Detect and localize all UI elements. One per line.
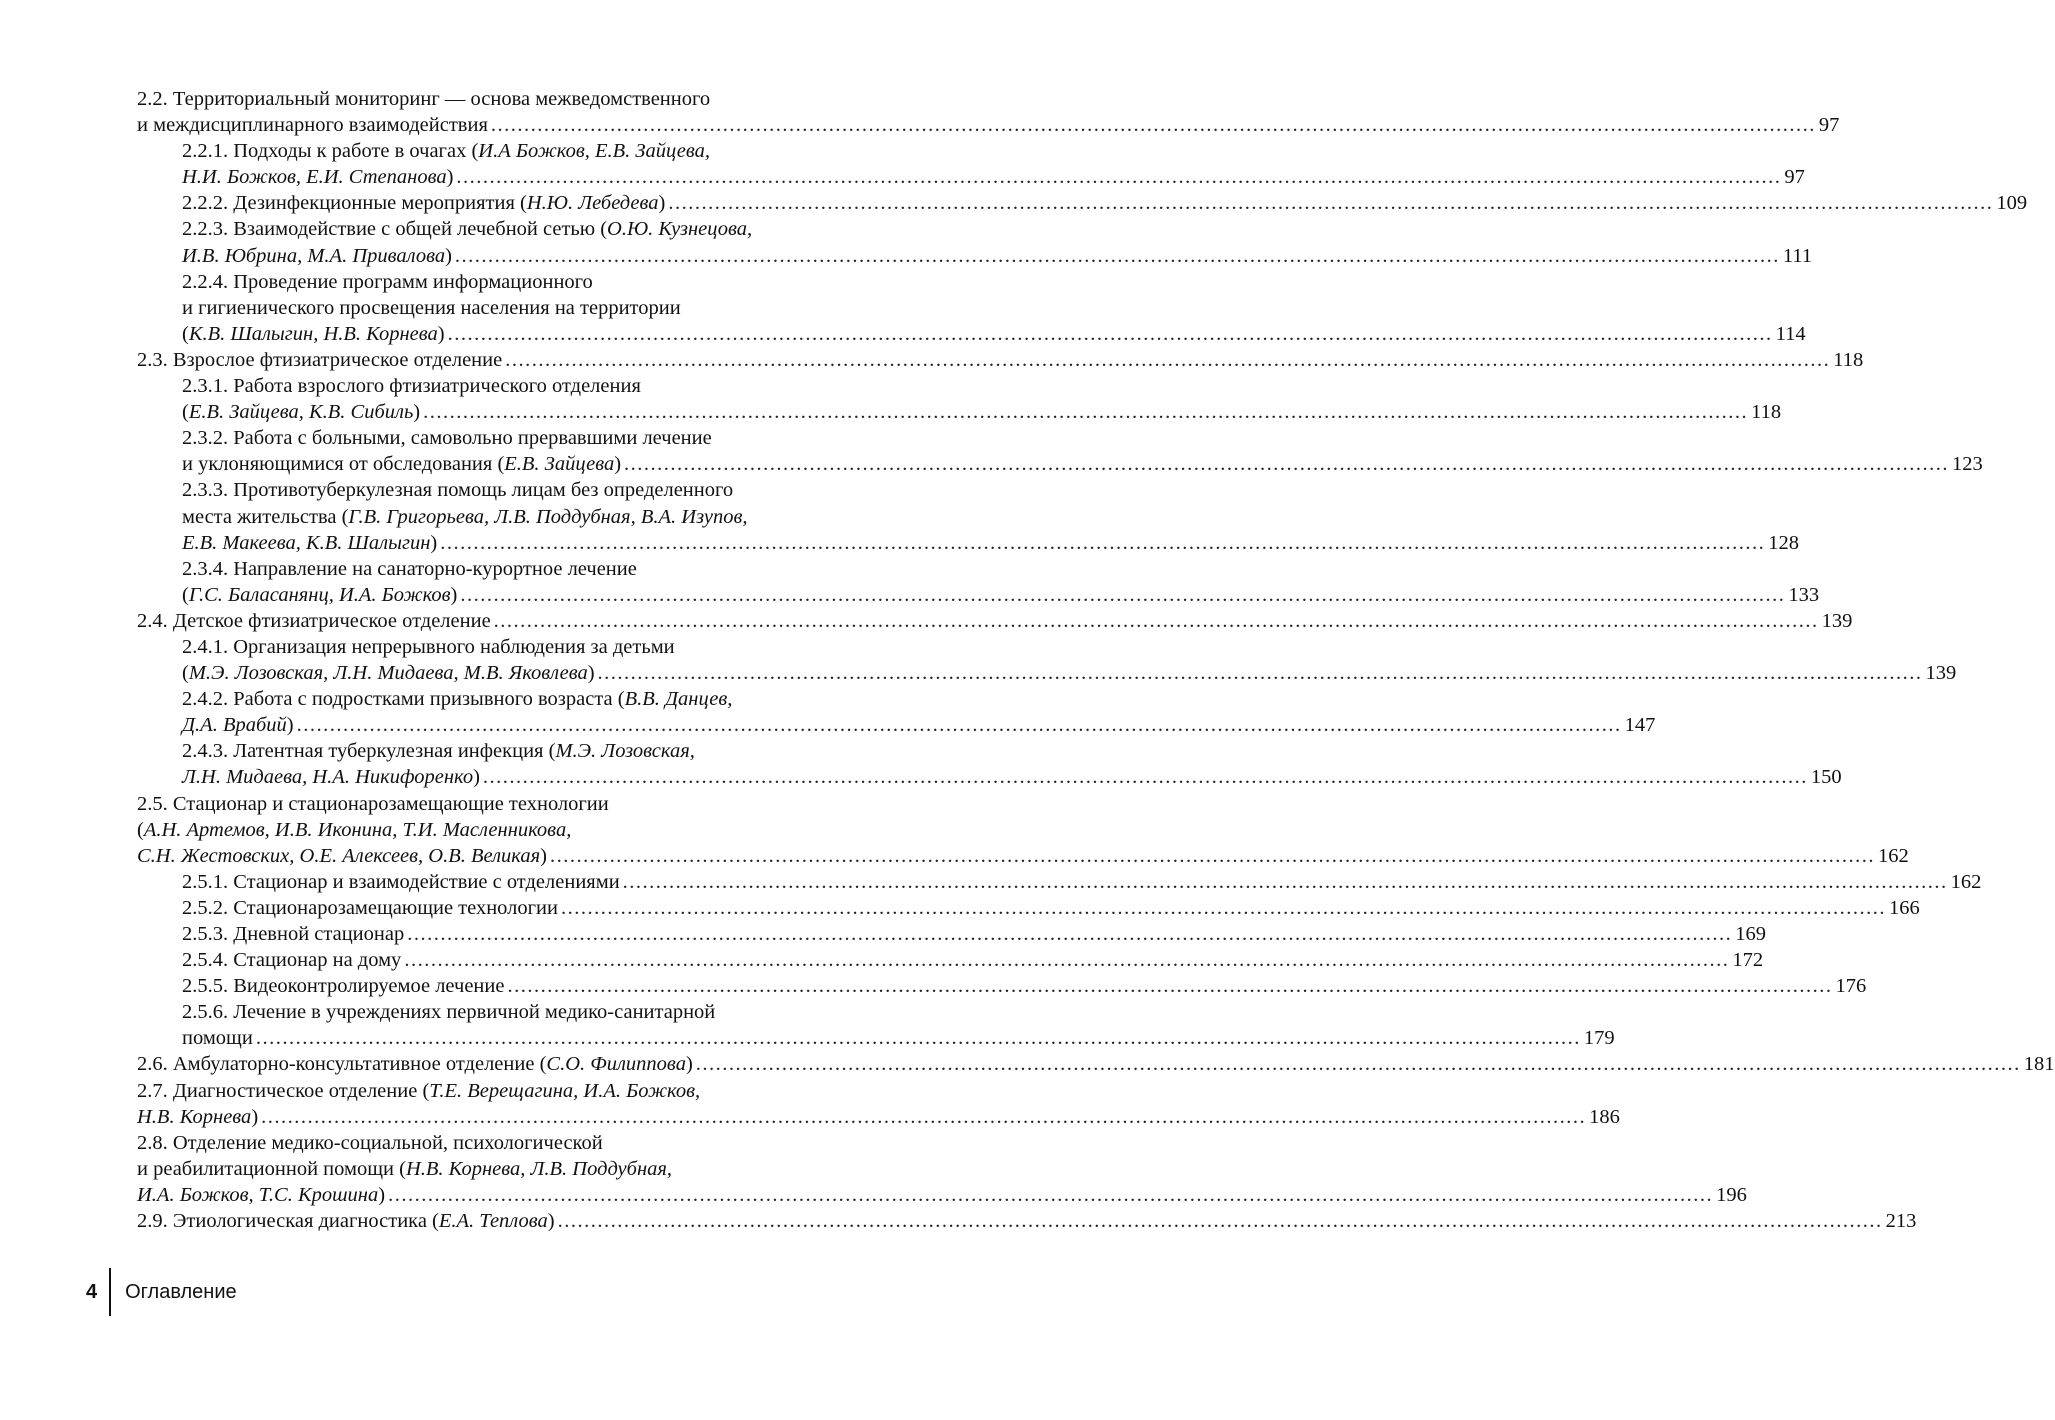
toc-leader-dots: ........................................................................................................................................................................................................	[493, 609, 1819, 632]
toc-entry-text: 2.3.2. Работа с больными, самовольно прервавшими лечение	[182, 427, 712, 450]
toc-entry-last-line	[182, 869, 1982, 895]
toc-page-number: 162	[1950, 870, 1982, 893]
toc-entry-last-line	[137, 347, 1864, 373]
toc-entry-title	[182, 582, 457, 608]
toc-entry-title	[137, 1158, 672, 1180]
toc-page-number: 123	[1952, 453, 1983, 476]
toc-entry-text: )	[540, 844, 547, 867]
toc-leader-dots: ........................................................................................................................................................................................................	[505, 348, 1831, 371]
toc-entry-text: 2.3.1. Работа взрослого фтизиатрического отделения	[182, 375, 641, 398]
toc-entry-text: места жительства (	[182, 505, 349, 528]
toc-entry-last-line	[182, 973, 1867, 999]
toc-entry[interactable]	[137, 686, 1656, 738]
toc-entry-authors: И.А Божков, Е.В. Зайцева,	[478, 140, 711, 163]
toc-entry-last-line	[182, 921, 1766, 947]
footer-divider	[109, 1268, 111, 1316]
toc-entry-authors: Е.А. Теплова	[438, 1210, 548, 1233]
toc-entry-last-line	[182, 764, 1842, 790]
toc-entry-last-line	[137, 843, 1909, 869]
toc-leader-dots: ........................................................................................................................................................................................................	[440, 531, 1766, 554]
toc-entry-text: 2.4.3. Латентная туберкулезная инфекция (	[182, 740, 556, 763]
toc-entry-line	[182, 269, 903, 295]
toc-entry-title	[182, 947, 401, 973]
toc-entry-text: 2.5.4. Стационар на дому	[182, 949, 402, 972]
toc-entry-last-line	[137, 608, 1853, 634]
toc-page-number: 181	[2023, 1053, 2055, 1076]
toc-entry-text: )	[413, 401, 421, 424]
toc-entry-line	[182, 686, 903, 712]
toc-entry-title	[182, 427, 712, 449]
toc-entry-authors: С.О. Филиппова	[546, 1053, 686, 1076]
toc-entry-title	[182, 243, 452, 269]
toc-entry-authors: Д.А. Врабий	[182, 714, 287, 737]
toc-entry-title	[182, 688, 732, 710]
toc-entry-authors: Л.Н. Мидаева, Н.А. Никифоренко	[182, 766, 474, 789]
toc-entry-title	[182, 636, 675, 658]
toc-entry-authors: А.Н. Артемов, И.В. Иконина, Т.И. Масленникова,	[143, 818, 572, 841]
toc-entry-line	[182, 634, 903, 660]
toc-entry-authors: И.В. Юбрина, М.А. Привалова	[182, 244, 446, 267]
toc-entry-text: (	[182, 662, 189, 685]
toc-entry-title	[182, 218, 752, 240]
toc-entry-authors: М.Э. Лозовская, Л.Н. Мидаева, М.В. Яковлева	[188, 662, 588, 685]
toc-page-number: 114	[1775, 322, 1806, 345]
toc-entry[interactable]	[137, 138, 1805, 190]
toc-entry-title	[137, 88, 710, 110]
toc-entry[interactable]	[137, 190, 2028, 216]
toc-leader-dots: ........................................................................................................................................................................................................	[507, 975, 1833, 998]
toc-entry-text: 2.2.1. Подходы к работе в очагах (	[182, 140, 479, 163]
toc-entry-text: 2.8. Отделение медико-социальной, психологической	[137, 1131, 603, 1154]
toc-entry-title	[182, 869, 620, 895]
toc-entry-text: )	[685, 1053, 693, 1076]
toc-entry-authors: Н.И. Божков, Е.И. Степанова	[182, 166, 447, 189]
toc-entry-title	[182, 164, 453, 190]
toc-entry-last-line	[182, 947, 1764, 973]
toc-entry-last-line	[137, 1051, 2055, 1077]
toc-entry-text: 2.2.4. Проведение программ информационного	[182, 270, 593, 293]
toc-page-number: 166	[1889, 896, 1920, 919]
toc-entry-text: (	[137, 818, 144, 841]
toc-entry-line	[182, 999, 903, 1025]
toc-entry-line	[182, 477, 903, 503]
toc-entry-text: и гигиенического просвещения населения на территории	[182, 296, 681, 319]
toc-entry[interactable]	[137, 634, 1957, 686]
toc-entry-last-line	[182, 451, 1983, 477]
toc-entry-text: )	[547, 1210, 555, 1233]
toc-page-number: 128	[1768, 531, 1799, 554]
toc-entry-line	[137, 86, 903, 112]
toc-entry-text: )	[446, 166, 454, 189]
toc-page-number: 118	[1751, 401, 1782, 424]
toc-entry-title	[182, 1025, 253, 1051]
toc-page-number: 213	[1885, 1210, 1917, 1233]
toc-entry[interactable]	[137, 921, 1766, 947]
toc-entry[interactable]	[137, 1078, 1620, 1130]
toc-entry-text: )	[658, 192, 666, 215]
toc-entry-text: 2.5.3. Дневной стационар	[182, 923, 405, 945]
page-number: 4	[86, 1280, 98, 1303]
toc-entry-last-line	[182, 164, 1805, 190]
toc-entry-title	[182, 712, 294, 738]
toc-entry-text: 2.4.2. Работа с подростками призывного возраста (	[182, 688, 625, 711]
toc-entry-authors: Е.В. Макеева, К.В. Шалыгин	[182, 531, 431, 554]
toc-entry[interactable]	[137, 869, 1982, 895]
toc-page-number: 97	[1818, 114, 1840, 137]
toc-page-number: 172	[1732, 949, 1764, 972]
toc-entry-title	[137, 112, 488, 138]
toc-entry-title	[182, 1001, 715, 1023]
toc-entry-text: )	[450, 583, 458, 606]
toc-entry[interactable]	[137, 1130, 1747, 1208]
toc-entry-title	[182, 740, 695, 762]
toc-leader-dots: ........................................................................................................................................................................................................	[456, 166, 1782, 189]
toc-leader-dots: ........................................................................................................................................................................................................	[255, 1027, 1581, 1050]
toc-page-number: 139	[1821, 609, 1853, 632]
toc-entry-title	[137, 1080, 700, 1102]
toc-entry-text: )	[286, 714, 294, 737]
toc-entry-text: 2.3.4. Направление на санаторно-курортное лечение	[182, 557, 637, 580]
toc-entry-title	[182, 506, 748, 528]
toc-page-number: 186	[1589, 1105, 1620, 1128]
toc-entry-text: 2.6. Амбулаторно-консультативное отделение (	[137, 1053, 547, 1076]
toc-entry-title	[182, 479, 733, 501]
toc-entry-line	[182, 373, 903, 399]
toc-entry-text: )	[587, 662, 595, 685]
toc-entry-title	[182, 660, 595, 686]
toc-leader-dots: ........................................................................................................................................................................................................	[668, 192, 1994, 215]
toc-page-number: 133	[1788, 583, 1820, 606]
toc-entry-last-line	[137, 1104, 1620, 1130]
toc-entry[interactable]	[137, 999, 1615, 1051]
toc-entry-title	[137, 1182, 385, 1208]
toc-entry-authors: Е.В. Зайцева	[504, 453, 615, 476]
toc-entry-last-line	[182, 582, 1820, 608]
toc-entry-last-line	[137, 112, 1840, 138]
toc-page-number: 150	[1810, 766, 1842, 789]
toc-entry-title	[182, 321, 445, 347]
toc-entry-text: и уклоняющимися от обследования (	[182, 453, 505, 476]
toc-entry-title	[182, 271, 593, 293]
toc-entry-title	[137, 1051, 693, 1077]
toc-entry[interactable]	[137, 738, 1842, 790]
toc-entry-authors: Т.Е. Верещагина, И.А. Божков,	[429, 1079, 701, 1102]
toc-entry-title	[137, 608, 491, 634]
toc-page-number: 139	[1925, 662, 1957, 685]
toc-entry-text: и междисциплинарного взаимодействия	[137, 114, 488, 137]
toc-entry-title	[137, 793, 609, 815]
toc-entry-line	[182, 216, 903, 242]
toc-entry[interactable]	[137, 895, 1920, 921]
toc-leader-dots: ........................................................................................................................................................................................................	[261, 1105, 1587, 1128]
toc-leader-dots: ........................................................................................................................................................................................................	[490, 114, 1816, 137]
toc-entry-title	[182, 973, 504, 999]
toc-entry[interactable]	[137, 1208, 1917, 1234]
toc-entry-authors: С.Н. Жестовских, О.Е. Алексеев, О.В. Великая	[137, 844, 541, 867]
toc-entry-line	[182, 425, 903, 451]
toc-entry-text: 2.4. Детское фтизиатрическое отделение	[137, 609, 491, 632]
toc-entry-text: (	[182, 583, 189, 606]
toc-entry[interactable]	[137, 947, 1764, 973]
toc-page-number: 176	[1835, 975, 1867, 998]
toc-entry[interactable]	[137, 477, 1799, 555]
toc-entry-text: 2.5.1. Стационар и взаимодействие с отделениями	[182, 870, 620, 893]
toc-page-number: 118	[1833, 348, 1864, 371]
toc-entry[interactable]	[137, 1051, 2055, 1077]
toc-entry-text: и реабилитационной помощи (	[137, 1157, 406, 1180]
toc-leader-dots: ........................................................................................................................................................................................................	[460, 583, 1786, 606]
toc-entry[interactable]	[137, 269, 1806, 347]
toc-entry-title	[182, 140, 710, 162]
toc-entry[interactable]	[137, 347, 1864, 373]
toc-entry-line	[182, 504, 903, 530]
toc-entry-text: 2.5.6. Лечение в учреждениях первичной медико-санитарной	[182, 1001, 716, 1024]
toc-entry-line	[182, 295, 903, 321]
toc-entry-last-line	[182, 895, 1920, 921]
toc-entry-last-line	[182, 399, 1782, 425]
toc-entry-authors: О.Ю. Кузнецова,	[607, 218, 753, 241]
toc-entry-authors: К.В. Шалыгин, Н.В. Корнева	[188, 322, 438, 345]
toc-leader-dots: ........................................................................................................................................................................................................	[597, 662, 1923, 685]
toc-entry-line	[182, 138, 903, 164]
toc-entry-authors: Е.В. Зайцева, К.В. Сибиль	[188, 401, 414, 424]
toc-leader-dots: ........................................................................................................................................................................................................	[561, 896, 1886, 919]
toc-page-number: 147	[1624, 714, 1656, 737]
toc-entry[interactable]	[137, 973, 1867, 999]
toc-entry-title	[182, 921, 404, 947]
toc-entry-title	[137, 1132, 603, 1154]
toc-entry-line	[137, 1078, 903, 1104]
toc-leader-dots: ........................................................................................................................................................................................................	[482, 766, 1808, 789]
toc-entry-text: )	[430, 531, 438, 554]
toc-entry-text: (	[182, 401, 189, 424]
toc-entry-text: 2.5.5. Видеоконтролируемое лечение	[182, 975, 505, 998]
toc-entry-title	[137, 1104, 258, 1130]
toc-entry[interactable]	[137, 608, 1853, 634]
toc-entry-authors: Н.В. Корнева, Л.В. Поддубная,	[405, 1157, 673, 1180]
toc-entry-text: 2.7. Диагностическое отделение (	[137, 1079, 430, 1102]
toc-entry-authors: Н.Ю. Лебедева	[526, 192, 659, 215]
toc-leader-dots: ........................................................................................................................................................................................................	[404, 949, 1730, 972]
toc-entry[interactable]	[137, 425, 1983, 477]
toc-leader-dots: ........................................................................................................................................................................................................	[423, 401, 1749, 424]
toc-entry-title	[182, 399, 420, 425]
toc-entry-line	[182, 738, 903, 764]
page-footer	[86, 1268, 237, 1316]
toc-entry-title	[182, 895, 558, 921]
toc-page-number: 169	[1735, 923, 1766, 945]
toc-entry-last-line	[182, 530, 1799, 556]
toc-entry-text: )	[251, 1105, 259, 1128]
toc-entry-last-line	[182, 243, 1813, 269]
toc-entry-text: 2.2.2. Дезинфекционные мероприятия (	[182, 192, 527, 215]
toc-leader-dots: ........................................................................................................................................................................................................	[624, 453, 1950, 476]
toc-entry-line	[137, 817, 903, 843]
toc-page-number: 162	[1877, 844, 1909, 867]
toc-entry-line	[137, 1156, 903, 1182]
toc-entry-text: (	[182, 322, 189, 345]
toc-entry[interactable]	[137, 373, 1782, 425]
toc-entry-last-line	[137, 1182, 1747, 1208]
toc-entry-last-line	[182, 190, 2028, 216]
toc-entry-title	[182, 764, 480, 790]
toc-entry-text: )	[614, 453, 622, 476]
table-of-contents	[137, 86, 2055, 1234]
toc-entry-title	[182, 375, 641, 397]
toc-entry-authors: Н.В. Корнева	[137, 1105, 252, 1128]
toc-page-number: 109	[1996, 192, 2028, 215]
toc-leader-dots: ........................................................................................................................................................................................................	[549, 844, 1875, 867]
toc-leader-dots: ........................................................................................................................................................................................................	[622, 870, 1948, 893]
toc-entry-title	[182, 530, 437, 556]
toc-entry-line	[137, 1130, 903, 1156]
toc-entry[interactable]	[137, 86, 1840, 138]
toc-entry[interactable]	[137, 556, 1820, 608]
toc-leader-dots: ........................................................................................................................................................................................................	[407, 923, 1733, 945]
toc-page-number: 97	[1784, 166, 1805, 189]
toc-entry-last-line	[182, 321, 1806, 347]
toc-entry-line	[182, 556, 903, 582]
toc-entry-title	[182, 558, 637, 580]
toc-entry-text: )	[378, 1183, 386, 1206]
toc-entry-title	[182, 190, 665, 216]
toc-leader-dots: ........................................................................................................................................................................................................	[388, 1183, 1714, 1206]
toc-entry-text: 2.4.1. Организация непрерывного наблюдения за детьми	[182, 635, 675, 658]
toc-entry-authors: Г.С. Баласанянц, И.А. Божков	[188, 583, 451, 606]
toc-entry-last-line	[137, 1208, 1917, 1234]
toc-entry-text: 2.2.3. Взаимодействие с общей лечебной сетью (	[182, 218, 608, 241]
toc-page-number: 196	[1716, 1183, 1747, 1206]
toc-entry-text: )	[473, 766, 480, 789]
toc-entry-title	[137, 819, 571, 841]
toc-leader-dots: ........................................................................................................................................................................................................	[447, 322, 1773, 345]
toc-entry-authors: И.А. Божков, Т.С. Крошина	[137, 1183, 379, 1206]
toc-entry[interactable]	[137, 791, 1909, 869]
toc-entry[interactable]	[137, 216, 1813, 268]
toc-page-number: 179	[1583, 1027, 1615, 1050]
toc-entry-text: 2.2. Территориальный мониторинг — основа межведомственного	[137, 88, 711, 110]
toc-leader-dots: ........................................................................................................................................................................................................	[557, 1210, 1883, 1233]
toc-entry-line	[137, 791, 903, 817]
toc-entry-last-line	[182, 712, 1656, 738]
toc-entry-authors: В.В. Данцев,	[624, 688, 733, 711]
toc-entry-text: 2.3.3. Противотуберкулезная помощь лицам без определенного	[182, 479, 734, 502]
toc-entry-title	[137, 347, 502, 373]
toc-entry-title	[137, 843, 547, 869]
toc-entry-last-line	[182, 660, 1957, 686]
toc-leader-dots: ........................................................................................................................................................................................................	[296, 714, 1622, 737]
toc-entry-text: )	[445, 244, 452, 267]
toc-leader-dots: ........................................................................................................................................................................................................	[695, 1053, 2021, 1076]
toc-page-number: 111	[1782, 244, 1813, 267]
toc-entry-text: 2.3. Взрослое фтизиатрическое отделение	[137, 348, 503, 371]
running-title: Оглавление	[125, 1280, 237, 1303]
toc-entry-text: 2.9. Этиологическая диагностика (	[137, 1210, 439, 1233]
toc-entry-text: помощи	[182, 1027, 253, 1050]
toc-entry-authors: Г.В. Григорьева, Л.В. Поддубная, В.А. Изупов,	[348, 505, 748, 528]
toc-entry-text: 2.5.2. Стационарозамещающие технологии	[182, 896, 558, 919]
toc-entry-authors: М.Э. Лозовская,	[555, 740, 695, 763]
toc-entry-text: )	[437, 322, 445, 345]
toc-entry-title	[182, 297, 681, 319]
toc-entry-title	[137, 1208, 555, 1234]
toc-entry-title	[182, 451, 621, 477]
toc-entry-last-line	[182, 1025, 1615, 1051]
toc-leader-dots: ........................................................................................................................................................................................................	[454, 244, 1780, 267]
toc-entry-text: 2.5. Стационар и стационарозамещающие технологии	[137, 792, 609, 815]
